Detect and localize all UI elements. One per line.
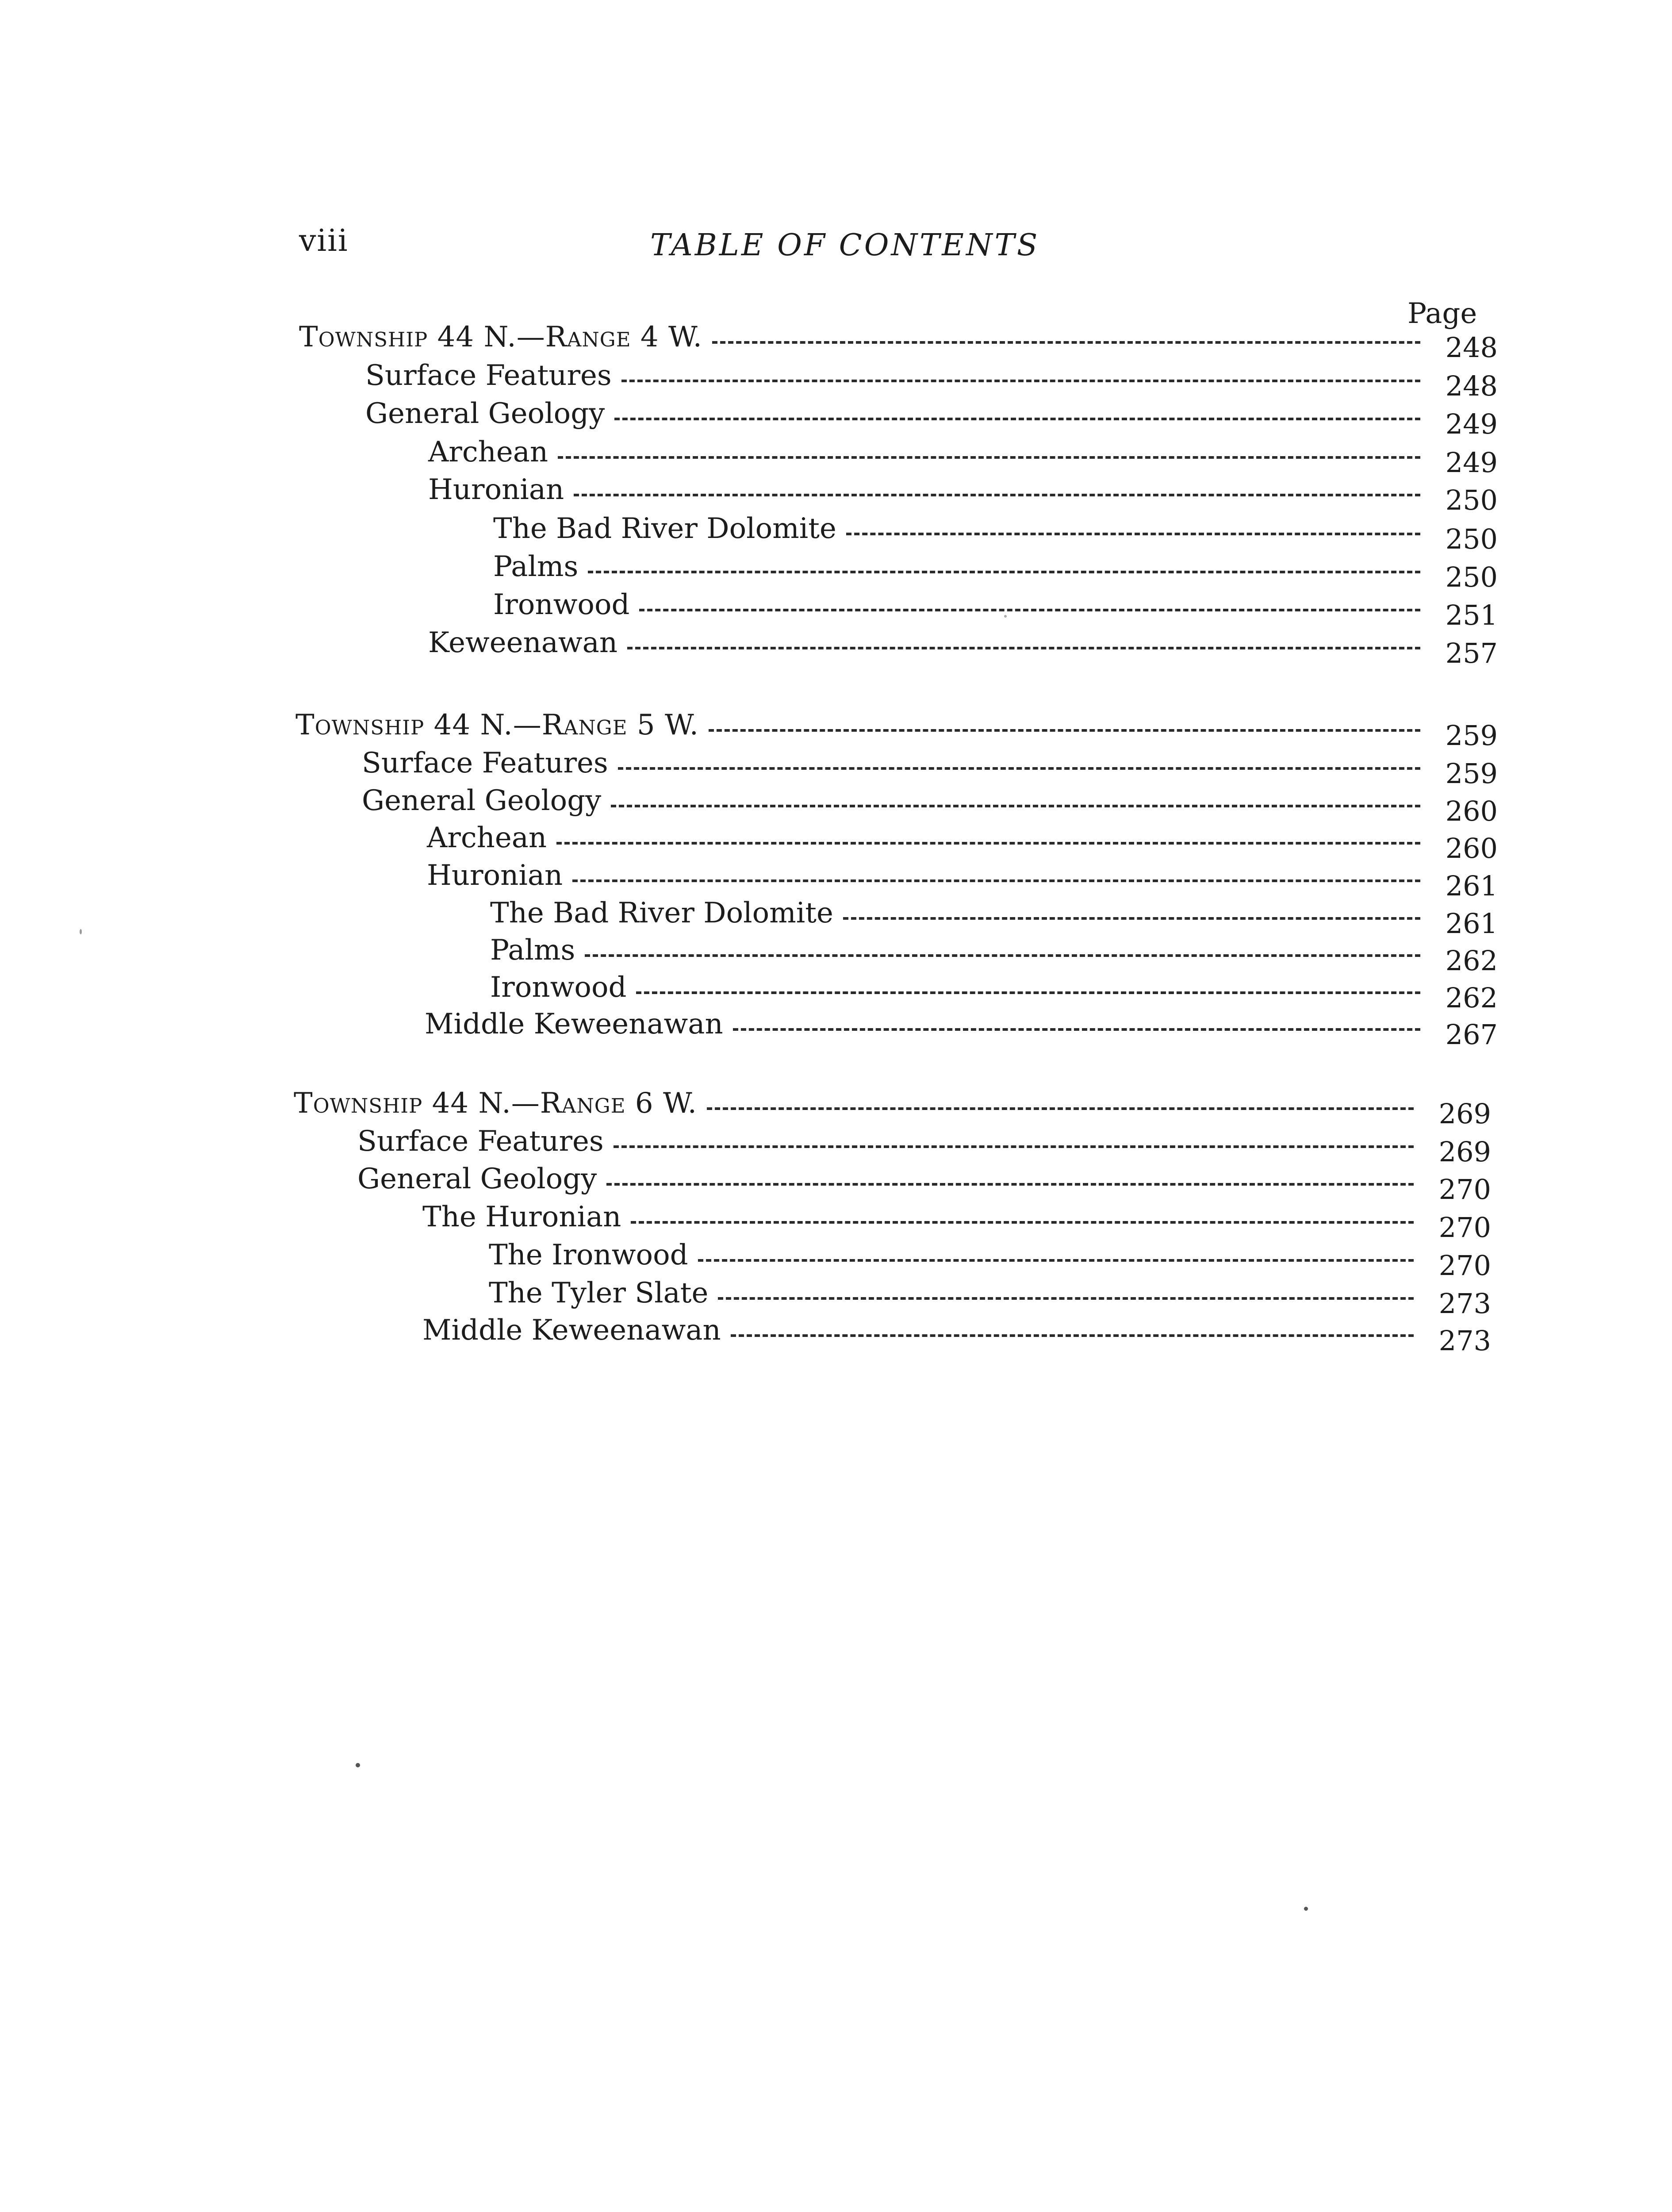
- dot-leader: [614, 418, 1420, 420]
- toc-entry-label: Archean: [428, 436, 548, 469]
- toc-entry-label: Keweenawan: [428, 626, 618, 659]
- toc-entry-label: General Geology: [362, 784, 602, 817]
- toc-page-number: 260: [1445, 795, 1498, 827]
- dot-leader: [733, 1028, 1420, 1031]
- dot-leader: [556, 842, 1420, 845]
- toc-page-number: 248: [1445, 331, 1498, 364]
- toc-page-number: 267: [1445, 1018, 1498, 1051]
- toc-page-number: 273: [1438, 1325, 1491, 1357]
- toc-entry[interactable]: [489, 1239, 1491, 1282]
- toc-section-heading[interactable]: [299, 321, 1498, 364]
- toc-entry-label: The Ironwood: [489, 1239, 688, 1271]
- dot-leader: [698, 1259, 1414, 1262]
- dot-leader: [585, 954, 1420, 957]
- dot-leader: [636, 991, 1420, 994]
- page-column-heading: Page: [1407, 297, 1477, 330]
- dot-leader: [639, 609, 1420, 611]
- dot-leader: [718, 1297, 1414, 1300]
- toc-page-number: 257: [1445, 637, 1498, 669]
- toc-page-number: 250: [1445, 561, 1498, 593]
- toc-entry-label: The Bad River Dolomite: [493, 512, 836, 545]
- toc-page-number: 261: [1445, 907, 1498, 940]
- toc-entry-label: Palms: [490, 934, 575, 967]
- toc-page-number: 270: [1438, 1211, 1491, 1244]
- toc-entry[interactable]: [493, 588, 1498, 631]
- toc-entry[interactable]: [362, 784, 1498, 827]
- toc-entry-label: Township 44 N.—Range 6 W.: [294, 1087, 697, 1120]
- toc-page-number: 261: [1445, 870, 1498, 902]
- toc-entry[interactable]: [422, 1201, 1491, 1244]
- dot-leader: [606, 1183, 1414, 1186]
- toc-entry-label: The Tyler Slate: [489, 1277, 709, 1310]
- toc-entry[interactable]: [422, 1314, 1491, 1357]
- toc-entry-label: Palms: [493, 550, 579, 583]
- toc-entry-label: Surface Features: [365, 359, 612, 392]
- scan-speck: [80, 929, 82, 934]
- toc-entry[interactable]: [490, 897, 1498, 940]
- scan-speck: [356, 1763, 360, 1767]
- toc-section-heading[interactable]: [295, 709, 1498, 752]
- toc-page-number: 270: [1438, 1173, 1491, 1206]
- toc-entry[interactable]: [490, 934, 1498, 977]
- toc-entry[interactable]: [357, 1125, 1491, 1168]
- toc-entry-label: Township 44 N.—Range 5 W.: [295, 709, 699, 741]
- toc-entry[interactable]: [428, 626, 1498, 669]
- toc-entry-label: General Geology: [357, 1163, 597, 1195]
- toc-entry[interactable]: [365, 397, 1498, 440]
- toc-entry[interactable]: [362, 747, 1498, 790]
- toc-entry[interactable]: [357, 1163, 1491, 1206]
- toc-entry[interactable]: [365, 359, 1498, 402]
- toc-page-number: 251: [1445, 599, 1498, 631]
- toc-entry-label: The Huronian: [422, 1201, 621, 1233]
- dot-leader: [614, 1145, 1414, 1148]
- toc-entry[interactable]: [425, 1008, 1498, 1051]
- toc-page-number: 269: [1438, 1136, 1491, 1168]
- toc-page-number: 250: [1445, 523, 1498, 555]
- toc-entry-label: Surface Features: [362, 747, 608, 780]
- dot-leader: [712, 341, 1420, 344]
- dot-leader: [588, 571, 1420, 573]
- toc-page-number: 259: [1445, 719, 1498, 752]
- dot-leader: [631, 1221, 1414, 1224]
- toc-page-number: 249: [1445, 446, 1498, 479]
- toc-entry-label: Surface Features: [357, 1125, 604, 1158]
- toc-entry-label: Ironwood: [490, 971, 627, 1004]
- toc-entry-label: Huronian: [428, 473, 564, 506]
- toc-page-number: 248: [1445, 370, 1498, 402]
- dot-leader: [709, 729, 1420, 732]
- scan-speck: [1304, 1907, 1308, 1911]
- toc-section-heading[interactable]: [294, 1087, 1491, 1130]
- page-folio: viii: [299, 223, 349, 258]
- toc-entry-label: Middle Keweenawan: [422, 1314, 721, 1347]
- toc-page-number: 273: [1438, 1287, 1491, 1320]
- dot-leader: [572, 879, 1420, 882]
- toc-entry[interactable]: [493, 512, 1498, 555]
- scan-speck: [1004, 615, 1007, 618]
- dot-leader: [731, 1334, 1414, 1337]
- toc-entry-label: Township 44 N.—Range 4 W.: [299, 321, 702, 353]
- toc-entry-label: General Geology: [365, 397, 605, 430]
- toc-entry-label: Huronian: [427, 859, 563, 892]
- dot-leader: [574, 494, 1420, 496]
- toc-page-number: 269: [1438, 1098, 1491, 1130]
- toc-entry[interactable]: [489, 1277, 1491, 1320]
- toc-entry[interactable]: [427, 859, 1498, 902]
- toc-entry-label: Middle Keweenawan: [425, 1008, 723, 1041]
- toc-entry-label: The Bad River Dolomite: [490, 897, 833, 929]
- toc-page-number: 249: [1445, 408, 1498, 440]
- toc-page-number: 260: [1445, 832, 1498, 864]
- toc-page-number: 259: [1445, 757, 1498, 790]
- toc-entry[interactable]: [490, 971, 1498, 1014]
- toc-page-number: 250: [1445, 484, 1498, 516]
- dot-leader: [618, 767, 1420, 770]
- dot-leader: [558, 456, 1420, 459]
- dot-leader: [627, 647, 1420, 649]
- toc-entry[interactable]: [428, 436, 1498, 479]
- dot-leader: [611, 805, 1420, 807]
- dot-leader: [707, 1107, 1414, 1110]
- toc-entry-label: Ironwood: [493, 588, 630, 621]
- running-title: TABLE OF CONTENTS: [650, 228, 1040, 263]
- toc-page-number: 262: [1445, 945, 1498, 977]
- toc-page-number: 270: [1438, 1249, 1491, 1282]
- toc-entry[interactable]: [427, 822, 1498, 864]
- toc-entry[interactable]: [493, 550, 1498, 593]
- toc-entry[interactable]: [428, 473, 1498, 516]
- dot-leader: [843, 917, 1420, 920]
- toc-page-number: 262: [1445, 982, 1498, 1014]
- dot-leader: [621, 380, 1420, 382]
- toc-entry-label: Archean: [427, 822, 547, 854]
- dot-leader: [846, 533, 1420, 535]
